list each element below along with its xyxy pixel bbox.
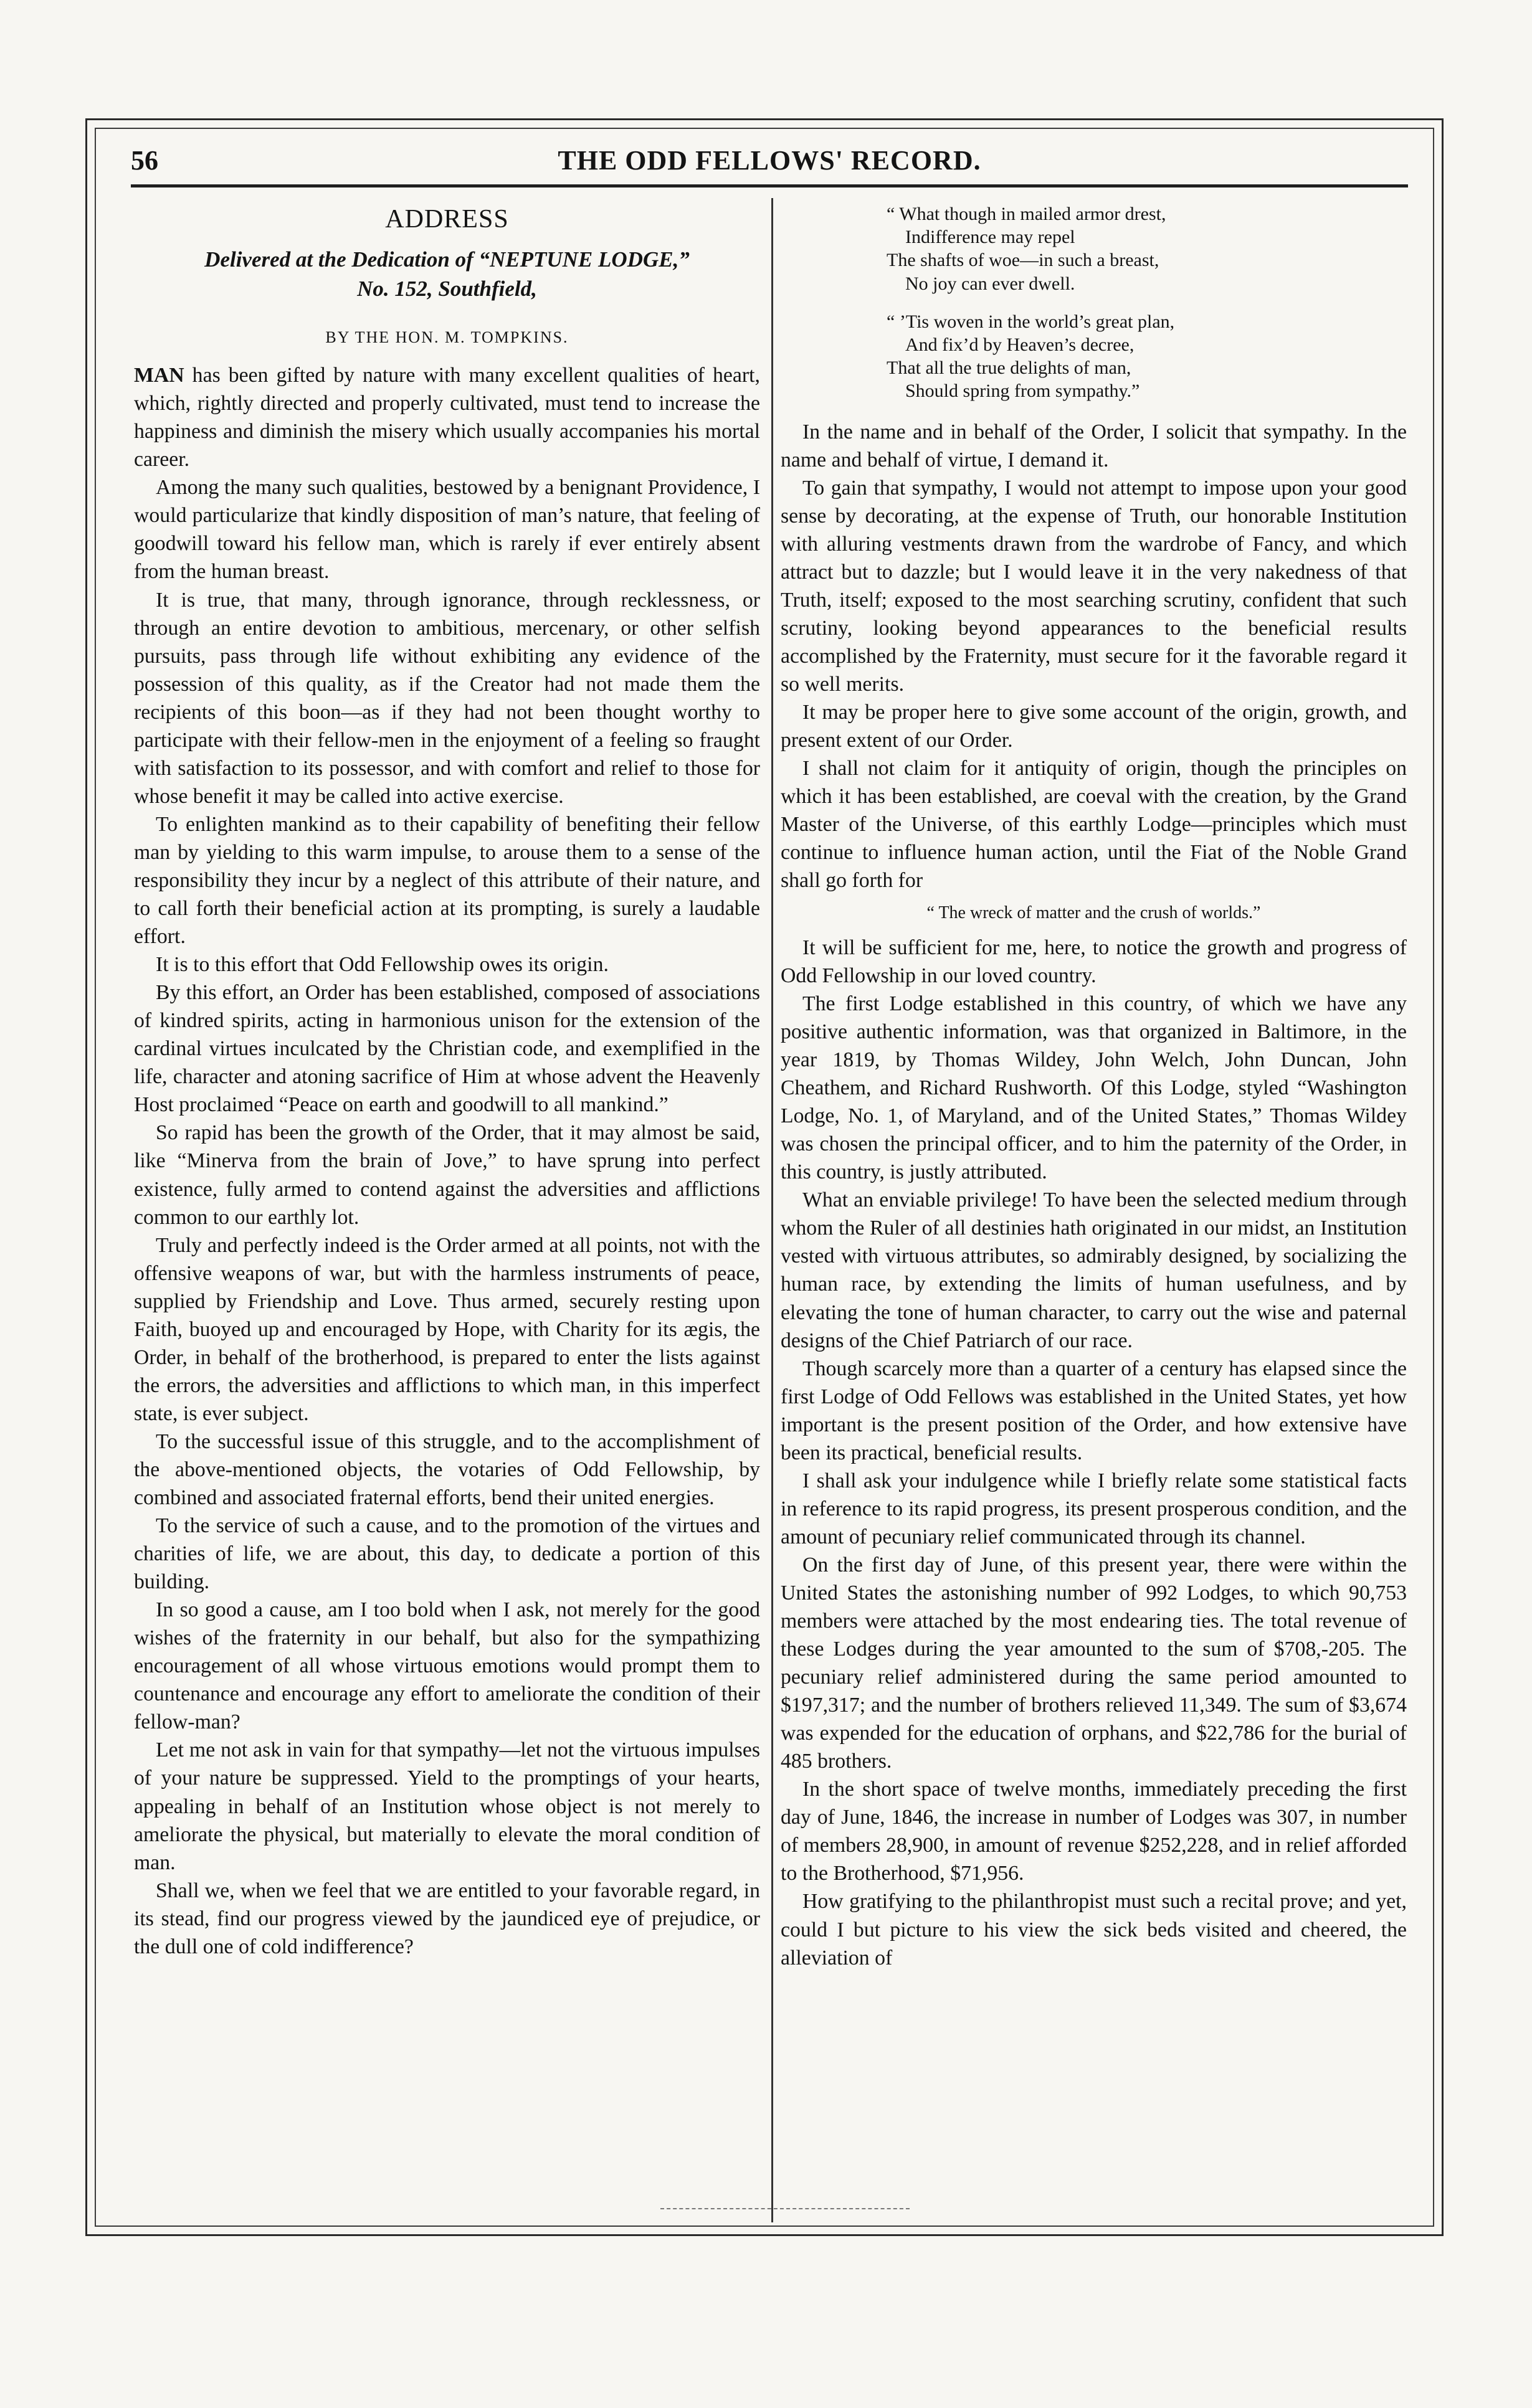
- left-paragraph-8: Truly and perfectly indeed is the Order armed at all points, not with the offensive weapons of war, but with the harmless instruments of peace, supplied by Friendship and Love. Thus armed, securely resting upon Faith, buoyed up and encouraged by Hope, with Charity for its ægis, the Order, in behalf of the brotherhood, is prepared to enter the lists against the errors, the adversities and afflictions to which man, in this imperfect state, is ever subject.: [134, 1233, 760, 1425]
- bottom-ornament-rule: [660, 2208, 910, 2211]
- right-paragraph-5: It will be sufficient for me, here, to notice the growth and progress of Odd Fellowship in our loved country.: [781, 936, 1407, 987]
- poem-line-2: Indifference may repel: [905, 227, 1075, 248]
- left-paragraph-9: To the successful issue of this struggle, and to the accomplishment of the above-mentioned objects, the votaries of Odd Fellowship, by combined and associated fraternal efforts, bend their united energies.: [134, 1429, 760, 1510]
- poem-stanza-1: [887, 202, 1407, 295]
- left-paragraph-2: Among the many such qualities, bestowed by a benignant Providence, I would particularize that kindly disposition of man’s nature, that feeling of goodwill toward his fellow man, which is rarely if ever entirely absent from the human breast.: [134, 476, 760, 584]
- running-head: [131, 145, 1408, 188]
- right-paragraph-7: What an enviable privilege! To have been the selected medium through whom the Ruler of all destinies hath originated in our midst, an Institution vested with virtuous attributes, so admirably designed, by socializing the human race, by extending the limits of human usefulness, and by elevating the tone of human character, to carry out the wise and paternal designs of the Chief Patriarch of our race.: [781, 1188, 1407, 1352]
- left-paragraph-4: To enlighten mankind as to their capability of benefiting their fellow man by yielding to this warm impulse, to arouse them to a sense of the responsibility they incur by a neglect of this attribute of their nature, and to call forth their beneficial action at its prompting, is surely a laudable effort.: [134, 812, 760, 949]
- left-paragraph-13: Shall we, when we feel that we are entitled to your favorable regard, in its stead, find our progress viewed by the jaundiced eye of prejudice, or the dull one of cold indifference?: [134, 1879, 760, 1958]
- poem-line-4: No joy can ever dwell.: [905, 273, 1075, 294]
- column-divider: [771, 198, 773, 2222]
- right-paragraph-10: On the first day of June, of this present year, there were within the United States the astonishing number of 992 Lodges, to which 90,753 members were attached by the most endearing ties. The total revenue of these Lodges during the year amounted to the sum of $708,-205. The pecuniary relief administered during the same period amounted to $197,317; and the number of brothers relieved 11,349. The sum of $3,674 was expended for the education of orphans, and $22,786 for the burial of 485 brothers.: [781, 1553, 1407, 1773]
- right-paragraph-12: How gratifying to the philanthropist must such a recital prove; and yet, could I but picture to his view the sick beds visited and cheered, the alleviation of: [781, 1890, 1407, 1970]
- right-paragraph-8: Though scarcely more than a quarter of a century has elapsed since the first Lodge of Odd Fellows was established in the United States, yet how important is the present position of the Order, and how extensive have been its practical, beneficial results.: [781, 1357, 1407, 1464]
- right-paragraph-2: To gain that sympathy, I would not attempt to impose upon your good sense by decorating, at the expense of Truth, our honorable Institution with alluring vestments drawn from the wardrobe of Fancy, and which attract but to dazzle; but I would leave it in the very nakedness of that Truth, itself; exposed to the most searching scrutiny, confident that such scrutiny, looking beyond appearances to the beneficial results accomplished by the Fraternity, must secure for it the favorable regard it so well merits.: [781, 476, 1407, 696]
- left-paragraph-1-text: has been gifted by nature with many excellent qualities of heart, which, rightly directed and properly cultivated, must tend to increase the happiness and diminish the misery which usually accompanies his mortal career.: [134, 364, 760, 472]
- poem-line-8: Should spring from sympathy.”: [905, 381, 1140, 402]
- left-paragraph-1: [134, 361, 760, 473]
- poem-line-1: “ What though in mailed armor drest,: [887, 204, 1166, 224]
- quoted-line: “ The wreck of matter and the crush of worlds.”: [926, 903, 1261, 923]
- journal-title: THE ODD FELLOWS' RECORD.: [558, 145, 981, 176]
- page-number: 56: [131, 145, 158, 176]
- left-paragraph-10: To the service of such a cause, and to the promotion of the virtues and charities of life, we are about, this day, to dedicate a portion of this building.: [134, 1514, 760, 1594]
- right-column: [781, 202, 1407, 1972]
- left-paragraph-3: It is true, that many, through ignorance, through recklessness, or through an entire devotion to ambitious, mercenary, or other selfish pursuits, pass through life without exhibiting any evidence of the possession of this quality, as if the Creator had not made them the recipients of this boon—as if they had not been thought worthy to participate with their fellow-men in the enjoyment of a feeling so fraught with satisfaction to its possessor, and with comfort and relief to those for whose benefit it may be called into active exercise.: [134, 588, 760, 808]
- header-rule: [131, 184, 1408, 187]
- right-paragraph-1: In the name and in behalf of the Order, I solicit that sympathy. In the name and behalf of virtue, I demand it.: [781, 420, 1407, 472]
- poem: [887, 202, 1407, 403]
- left-paragraph-7: So rapid has been the growth of the Order, that it may almost be said, like “Minerva from the brain of Jove,” to have sprung into perfect existence, fully armed to contend against the adversities and afflictions common to our earthly lot.: [134, 1121, 760, 1229]
- right-paragraph-6: The first Lodge established in this country, of which we have any positive authentic information, was that organized in Baltimore, in the year 1819, by Thomas Wildey, John Welch, John Duncan, John Cheathem, and Richard Rushworth. Of this Lodge, styled “Washington Lodge, No. 1, of Maryland, and of the United States,” Thomas Wildey was chosen the principal officer, and to him the paternity of the Order, in this country, is justly attributed.: [781, 992, 1407, 1184]
- right-paragraph-9: I shall ask your indulgence while I briefly relate some statistical facts in reference to its rapid progress, its present prosperous condition, and the amount of pecuniary relief communicated through its channel.: [781, 1469, 1407, 1548]
- left-paragraph-6: By this effort, an Order has been established, composed of associations of kindred spirits, acting in harmonious unison for the extension of the cardinal virtues inculcated by the Christian code, and exemplified in the life, character and atoning sacrifice of Him at whose advent the Heavenly Host proclaimed “Peace on earth and goodwill to all mankind.”: [134, 981, 760, 1117]
- article-subtitle-line-1: Delivered at the Dedication of “NEPTUNE LODGE,”: [204, 247, 690, 272]
- left-paragraph-5: It is to this effort that Odd Fellowship owes its origin.: [156, 953, 609, 977]
- poem-line-6: And fix’d by Heaven’s decree,: [905, 334, 1135, 355]
- opening-word: MAN: [134, 364, 184, 387]
- poem-line-3: The shafts of woe—in such a breast,: [887, 250, 1159, 271]
- poem-stanza-2: [887, 310, 1407, 403]
- article-byline: BY THE HON. M. TOMPKINS.: [325, 328, 569, 347]
- left-column: [134, 202, 760, 1961]
- article-heading: ADDRESS: [385, 205, 509, 234]
- poem-line-5: “ ’Tis woven in the world’s great plan,: [887, 311, 1175, 332]
- right-paragraph-3: It may be proper here to give some account of the origin, growth, and present extent of our Order.: [781, 700, 1407, 752]
- left-paragraph-12: Let me not ask in vain for that sympathy—let not the virtuous impulses of your nature be suppressed. Yield to the promptings of your hearts, appealing in behalf of an Institution whose object is not merely to ameliorate the physical, but materially to elevate the moral condition of man.: [134, 1738, 760, 1874]
- right-paragraph-11: In the short space of twelve months, immediately preceding the first day of June, 1846, the increase in number of Lodges was 307, in number of members 28,900, in amount of revenue $252,228, and in relief afforded to the Brotherhood, $71,956.: [781, 1778, 1407, 1885]
- right-paragraph-4: I shall not claim for it antiquity of origin, though the principles on which it has been established, are coeval with the creation, by the Grand Master of the Universe, of this earthly Lodge—principles which must continue to influence human action, until the Fiat of the Noble Grand shall go forth for: [781, 757, 1407, 893]
- article-subtitle-line-2: No. 152, Southfield,: [357, 277, 537, 301]
- left-paragraph-11: In so good a cause, am I too bold when I ask, not merely for the good wishes of the fraternity in our behalf, but also for the sympathizing encouragement of all whose virtuous emotions would prompt them to countenance and encourage any effort to ameliorate the condition of their fellow-man?: [134, 1598, 760, 1734]
- poem-line-7: That all the true delights of man,: [887, 358, 1131, 379]
